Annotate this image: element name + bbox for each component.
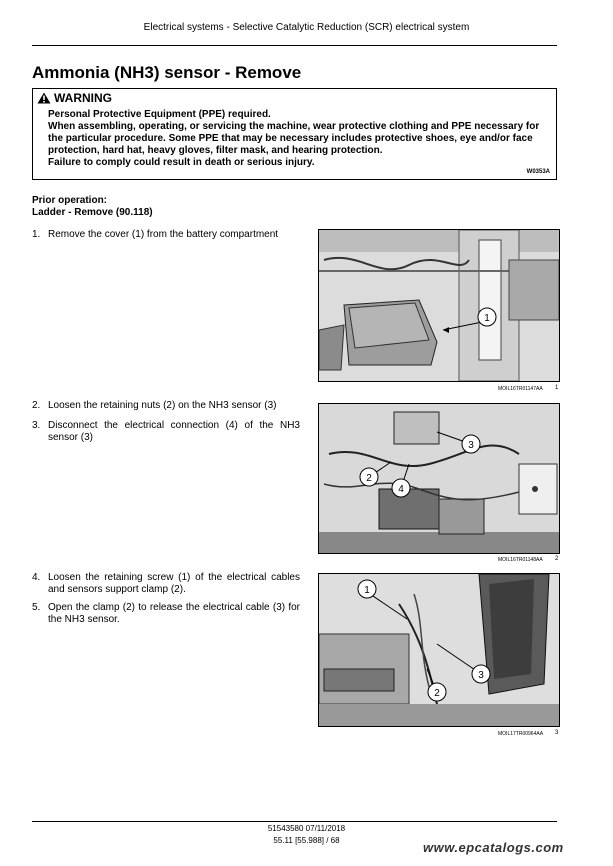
step-text: Remove the cover (1) from the battery compartment bbox=[48, 229, 279, 240]
figure-3-caption: MOIL17TR00964AA bbox=[498, 731, 544, 737]
figure-1-caption: MOIL16TR01147AA bbox=[498, 386, 543, 392]
warning-line: When assembling, operating, or servicing the machine, wear protective clothing and PPE necessary for the particular procedure. Some PPE that may be necessary includes protective shoes, eye and/or face protection, hard hat, heavy gloves, filter mask, and hearing protection. bbox=[48, 121, 540, 156]
prior-operation-link[interactable]: Ladder - Remove (90.118) bbox=[32, 207, 153, 218]
figure-3-callout: 2 bbox=[434, 688, 440, 699]
figure-3 bbox=[318, 573, 560, 727]
figure-2-number: 2 bbox=[555, 556, 559, 562]
step-text: Loosen the retaining nuts (2) on the NH3 sensor (3) bbox=[48, 400, 277, 411]
figure-1-number: 1 bbox=[555, 385, 559, 391]
warning-code: W0353A bbox=[526, 169, 550, 175]
step-number: 2. bbox=[32, 400, 41, 411]
step-2 bbox=[32, 400, 300, 412]
footer-doc-id: 51543580 07/11/2018 bbox=[267, 824, 346, 833]
step-text: Loosen the retaining screw (1) of the electrical cables and sensors support clamp (2). bbox=[48, 572, 300, 595]
figure-2 bbox=[318, 403, 560, 554]
figure-2-caption: MOIL16TR01148AA bbox=[498, 557, 543, 563]
step-number: 5. bbox=[32, 602, 41, 613]
figure-3-callout: 1 bbox=[364, 585, 370, 596]
figure-3-illustration bbox=[319, 574, 559, 726]
watermark: www.epcatalogs.com bbox=[423, 840, 564, 855]
step-5 bbox=[32, 602, 300, 626]
step-number: 1. bbox=[32, 229, 41, 240]
warning-heading-text: WARNING bbox=[54, 91, 112, 105]
figure-3-number: 3 bbox=[555, 730, 559, 736]
footer-page-ref: 55.11 [55.988] / 68 bbox=[273, 836, 340, 845]
figure-1-callout: 1 bbox=[484, 313, 490, 324]
step-number: 3. bbox=[32, 420, 41, 431]
warning-heading bbox=[37, 91, 112, 105]
running-header: Electrical systems - Selective Catalytic Reduction (SCR) electrical system bbox=[143, 22, 470, 33]
figure-3-callout: 3 bbox=[478, 670, 484, 681]
step-1 bbox=[32, 229, 300, 241]
header-rule bbox=[32, 45, 557, 46]
step-number: 4. bbox=[32, 572, 41, 583]
warning-box bbox=[32, 88, 557, 180]
step-text: Open the clamp (2) to release the electrical cable (3) for the NH3 sensor. bbox=[48, 602, 300, 625]
warning-line: Failure to comply could result in death or serious injury. bbox=[48, 157, 315, 168]
prior-operation-label: Prior operation: bbox=[32, 195, 108, 206]
figure-1 bbox=[318, 229, 560, 382]
page-title: Ammonia (NH3) sensor - Remove bbox=[32, 63, 302, 82]
step-text: Disconnect the electrical connection (4) of the NH3 sensor (3) bbox=[48, 420, 300, 443]
figure-2-illustration bbox=[319, 404, 559, 553]
figure-1-illustration bbox=[319, 230, 559, 381]
step-3 bbox=[32, 420, 300, 444]
figure-2-callout: 4 bbox=[398, 484, 404, 495]
step-4 bbox=[32, 572, 300, 596]
warning-body bbox=[48, 109, 553, 169]
figure-2-callout: 3 bbox=[468, 440, 474, 451]
footer-rule bbox=[32, 821, 557, 822]
warning-triangle-icon bbox=[37, 92, 51, 104]
figure-2-callout: 2 bbox=[366, 473, 372, 484]
warning-line: Personal Protective Equipment (PPE) required. bbox=[48, 109, 271, 120]
